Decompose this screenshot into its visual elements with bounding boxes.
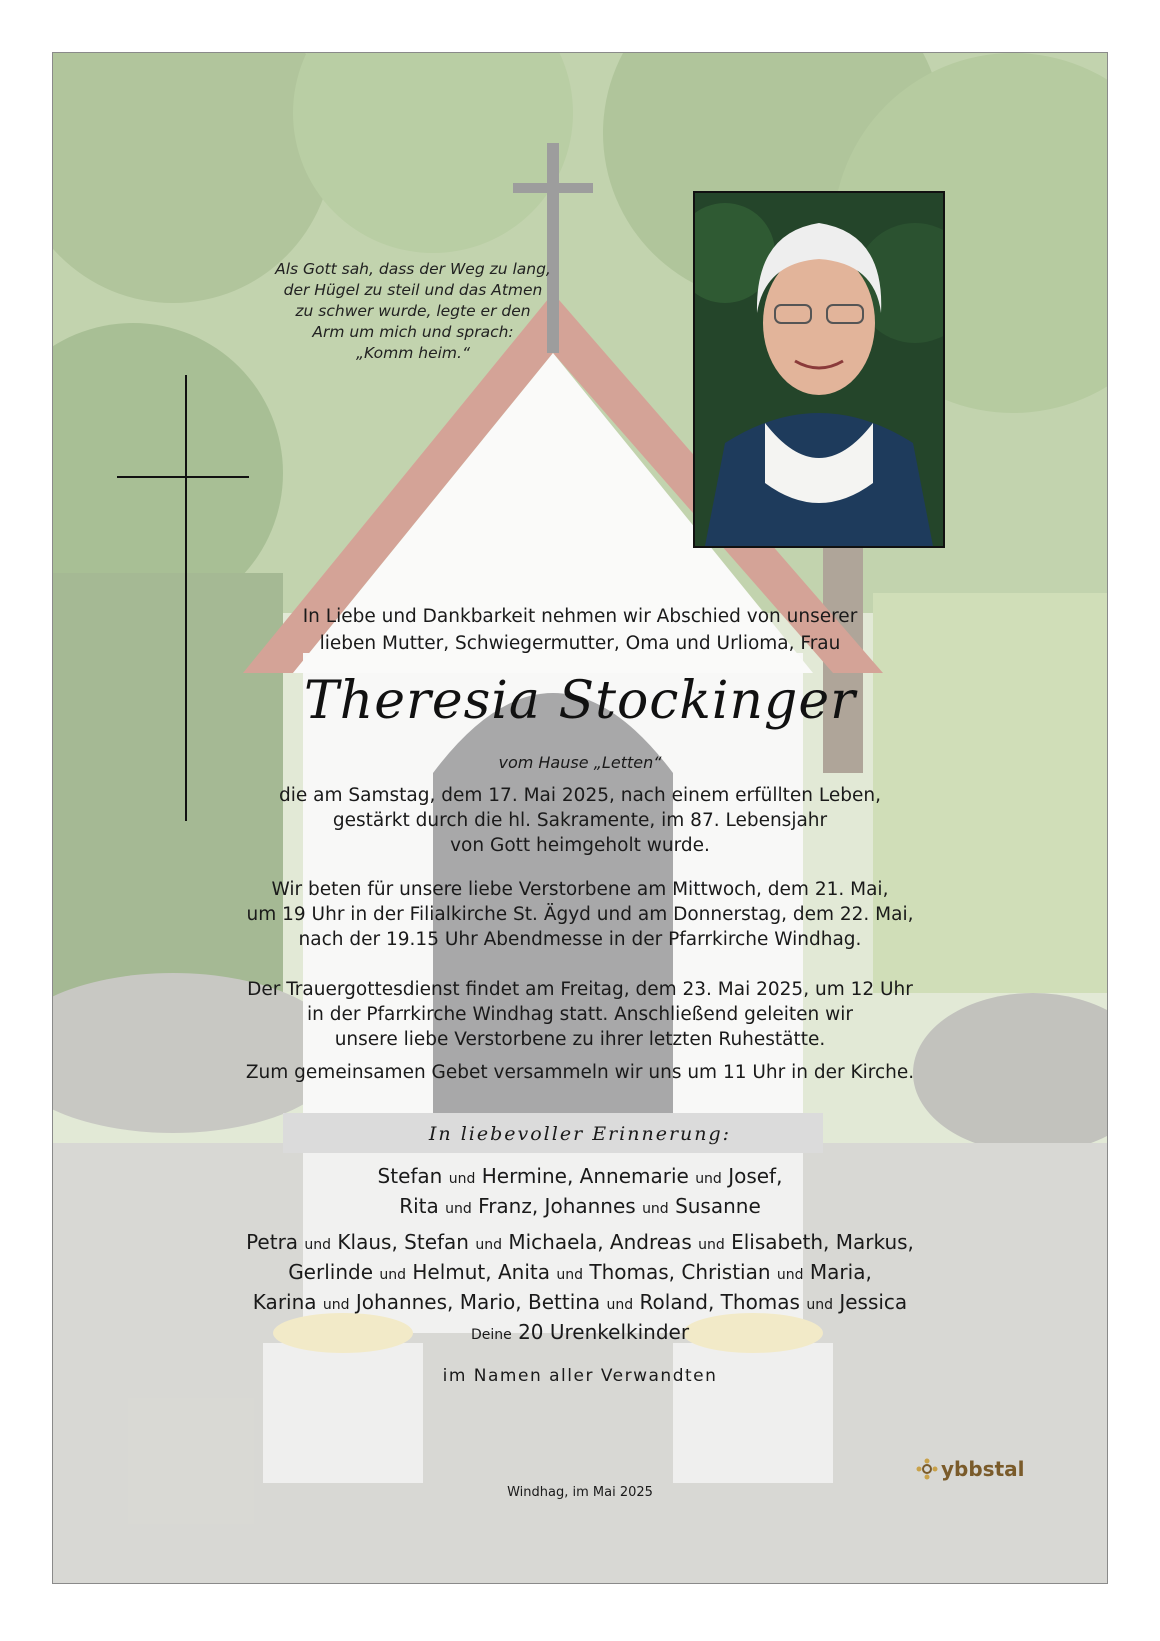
family-name: Johannes, Mario, Bettina [355,1290,601,1314]
cross-icon-bar [117,476,249,478]
gathering-notice: Zum gemeinsamen Gebet versammeln wir uns um 11 Uhr in der Kirche. [245,1062,915,1083]
grandchildren-line [53,1259,1107,1289]
family-name: Elisabeth, Markus, [731,1230,914,1254]
family-name: Hermine, Annemarie [481,1164,689,1188]
grandchildren-line [53,1289,1107,1319]
portrait-photo [693,191,945,548]
prayer-line: um 19 Uhr in der Filialkirche St. Ägyd und am Donnerstag, dem 22. Mai, [246,904,914,925]
quote-line: Arm um mich und sprach: [312,323,514,341]
funeral-line: in der Pfarrkirche Windhag statt. Anschließend geleiten wir [306,1004,853,1025]
intro-line: In Liebe und Dankbarkeit nehmen wir Abschied von unserer [302,606,858,627]
connector: und [445,1201,472,1217]
family-name: Michaela, Andreas [508,1230,692,1254]
family-name: Karina [252,1290,317,1314]
children-line [53,1163,1107,1193]
connector: und [642,1201,669,1217]
funeral-line: Der Trauergottesdienst findet am Freitag, dem 23. Mai 2025, um 12 Uhr [247,979,913,1000]
family-name: Stefan [377,1164,443,1188]
connector: und [695,1171,722,1187]
death-notice-line: gestärkt durch die hl. Sakramente, im 87. Lebensjahr [332,810,828,831]
connector: und [322,1297,350,1313]
family-name: Franz, Johannes [478,1194,636,1218]
death-notice-line: von Gott heimgeholt wurde. [450,835,710,856]
house-name: vom Hause „Letten“ [498,753,662,772]
family-name: Jessica [839,1290,908,1314]
family-name: Josef, [728,1164,783,1188]
connector: und [698,1237,725,1253]
connector: und [475,1237,502,1253]
connector: und [606,1297,634,1313]
intro-line: lieben Mutter, Schwiegermutter, Oma und Urlioma, Frau [319,633,841,654]
family-name: Maria, [809,1260,872,1284]
death-notice-line: die am Samstag, dem 17. Mai 2025, nach einem erfüllten Leben, [279,785,881,806]
brand-logo [915,1457,1025,1481]
quote-line: zu schwer wurde, legte er den [295,302,531,320]
family-name: Thomas, Christian [589,1260,771,1284]
connector: und [556,1267,584,1283]
connector: und [379,1267,407,1283]
parte-frame [52,52,1108,1584]
deceased-name: Theresia Stockinger [304,671,856,731]
prayer-line: nach der 19.15 Uhr Abendmesse in der Pfarrkirche Windhag. [298,929,862,950]
children-line [53,1193,1107,1223]
memory-heading: In liebevoller Erinnerung: [428,1123,732,1145]
death-notice [53,783,1107,858]
grandchildren-line [53,1229,1107,1259]
family-name: Rita [399,1194,439,1218]
funeral-notice [53,977,1107,1052]
connector: und [806,1297,833,1313]
family-name: Roland, Thomas [639,1290,800,1314]
brand-name: ybbstal [941,1457,1025,1481]
family-name: Helmut, Anita [412,1260,551,1284]
signoff: im Namen aller Verwandten [442,1366,718,1386]
prayer-line: Wir beten für unsere liebe Verstorbene am Mittwoch, dem 21. Mai, [271,879,889,900]
quote-line: „Komm heim.“ [356,344,470,362]
portrait-illustration [695,193,943,546]
family-name: Klaus, Stefan [337,1230,469,1254]
quote-block [253,259,573,364]
great-grandchildren [53,1320,1107,1344]
children-list [53,1163,1107,1223]
great-grandchildren-prefix: Deine [470,1327,512,1343]
flower-icon [915,1457,939,1481]
connector: und [776,1267,804,1283]
quote-line: der Hügel zu steil und das Atmen [283,281,543,299]
great-grandchildren-count: 20 Urenkelkinder [518,1320,690,1344]
quote-line: Als Gott sah, dass der Weg zu lang, [275,260,551,278]
connector: und [304,1237,332,1253]
funeral-line: unsere liebe Verstorbene zu ihrer letzten Ruhestätte. [334,1029,826,1050]
family-name: Susanne [675,1194,761,1218]
grandchildren-list [53,1229,1107,1319]
place-date: Windhag, im Mai 2025 [507,1485,653,1500]
family-name: Gerlinde [288,1260,374,1284]
connector: und [448,1171,476,1187]
prayer-notice [53,877,1107,952]
intro-text [53,603,1107,657]
family-name: Petra [246,1230,299,1254]
